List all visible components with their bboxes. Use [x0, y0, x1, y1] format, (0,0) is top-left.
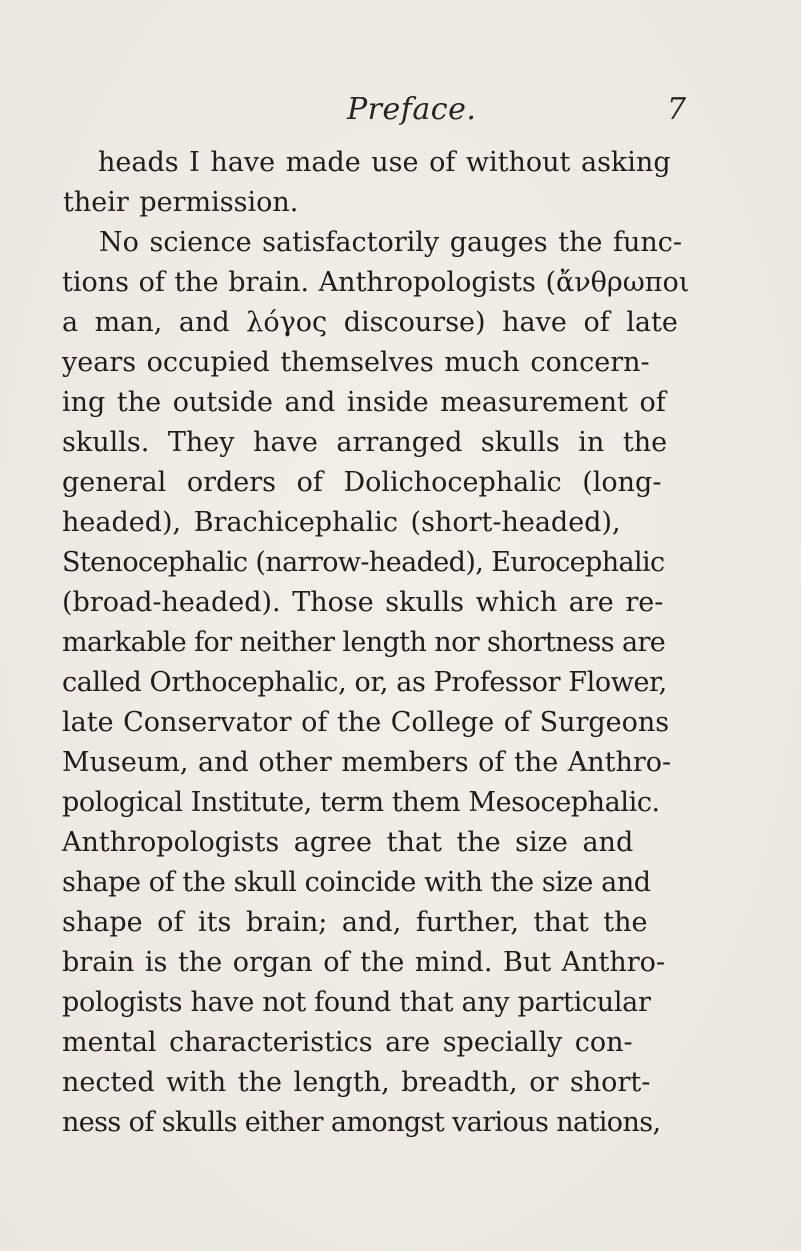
- text-line: Anthropologists agree that the size and: [62, 827, 634, 858]
- text-line: nected with the length, breadth, or short-: [62, 1067, 651, 1098]
- text-line: Museum, and other members of the Anthro-: [62, 747, 672, 778]
- text-line: brain is the organ of the mind. But Anthro-: [62, 947, 666, 978]
- text-line: heads I have made use of without asking: [98, 147, 671, 178]
- text-line: tions of the brain. Anthropologists (ἄνθρωποι: [62, 267, 690, 298]
- text-line: called Orthocephalic, or, as Professor Flower,: [62, 667, 667, 698]
- running-head: Preface.: [347, 92, 477, 127]
- text-line: ness of skulls either amongst various nations,: [62, 1107, 661, 1138]
- text-line: mental characteristics are specially con-: [62, 1027, 633, 1058]
- text-line: their permission.: [63, 187, 299, 218]
- text-line: a man, and λόγος discourse) have of late: [62, 307, 678, 338]
- text-line: markable for neither length nor shortness are: [62, 627, 666, 658]
- page-header: [0, 92, 801, 136]
- text-line: Stenocephalic (narrow-headed), Eurocephalic: [62, 547, 665, 578]
- text-line: (broad-headed). Those skulls which are re-: [62, 587, 664, 618]
- text-line: No science satisfactorily gauges the func-: [99, 227, 683, 258]
- text-line: ing the outside and inside measurement of: [62, 387, 666, 418]
- text-line: pological Institute, term them Mesocephalic.: [62, 787, 660, 818]
- text-line: late Conservator of the College of Surgeons: [62, 707, 670, 738]
- text-line: general orders of Dolichocephalic (long-: [62, 467, 662, 498]
- text-line: skulls. They have arranged skulls in the: [62, 427, 668, 458]
- text-line: pologists have not found that any particular: [62, 987, 651, 1018]
- text-line: shape of the skull coincide with the size and: [62, 867, 651, 898]
- text-line: years occupied themselves much concern-: [62, 347, 650, 378]
- text-line: headed), Brachicephalic (short-headed),: [62, 507, 621, 538]
- page-number: 7: [667, 92, 687, 127]
- text-line: shape of its brain; and, further, that the: [62, 907, 648, 938]
